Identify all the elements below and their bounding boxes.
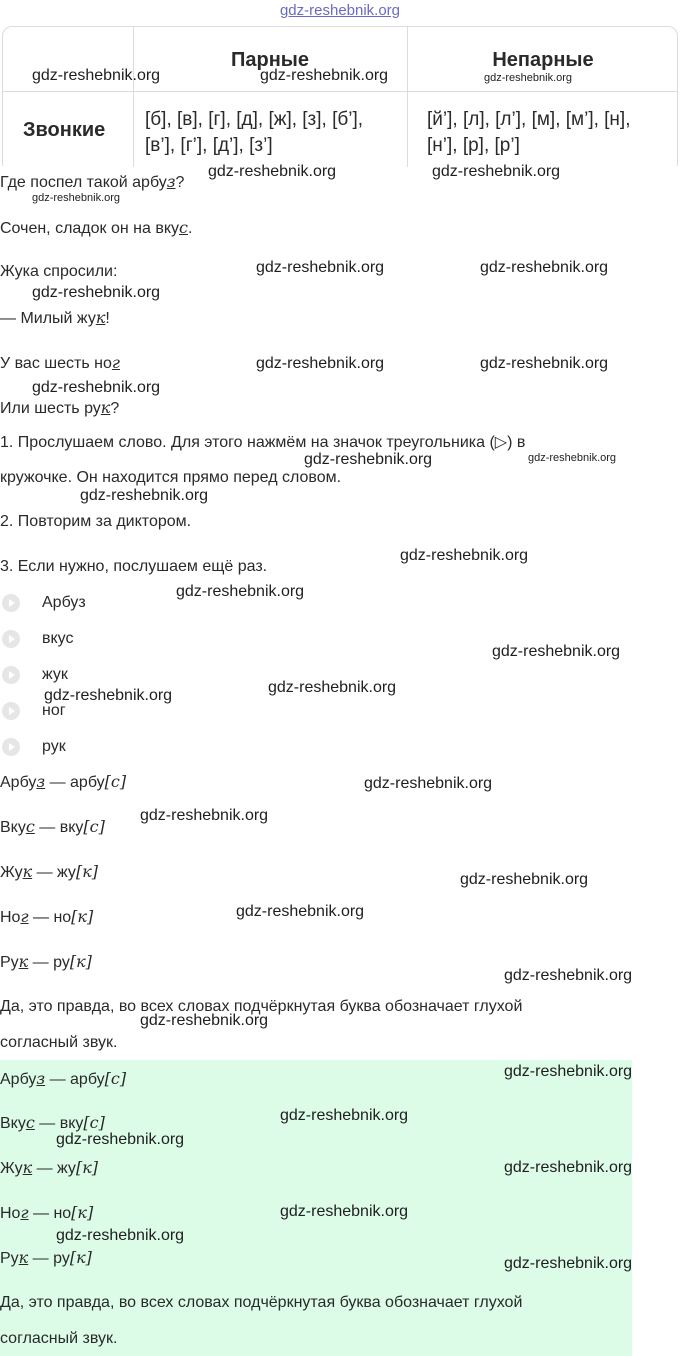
- audio-word: ног: [42, 702, 66, 719]
- row-label-voiced: Звонкие: [23, 119, 106, 141]
- instruction-step-2: 2. Повторим за диктором.: [0, 513, 192, 530]
- watermark: gdz-reshebnik.org: [364, 775, 493, 792]
- watermark: gdz-reshebnik.org: [260, 67, 389, 84]
- table-divider: [133, 27, 134, 167]
- watermark: gdz-reshebnik.org: [480, 355, 609, 372]
- word-pair: Ног — но[к]: [0, 1203, 94, 1222]
- watermark: gdz-reshebnik.org: [236, 903, 365, 920]
- table-divider: [407, 27, 408, 167]
- watermark: gdz-reshebnik.org: [480, 259, 609, 276]
- watermark: gdz-reshebnik.org: [460, 871, 589, 888]
- consonants-table: [2, 26, 678, 166]
- watermark: gdz-reshebnik.org: [140, 807, 269, 824]
- watermark: gdz-reshebnik.org: [256, 259, 385, 276]
- watermark: gdz-reshebnik.org: [80, 487, 209, 504]
- play-icon[interactable]: [2, 630, 20, 648]
- watermark: gdz-reshebnik.org: [504, 1255, 633, 1272]
- poem-line: Жука спросили:: [0, 263, 118, 280]
- watermark: gdz-reshebnik.org: [32, 67, 161, 84]
- instruction-step-1-cont: кружочке. Он находится прямо перед словом.: [0, 469, 342, 486]
- unpaired-sounds: [й’], [л], [л’], [м], [м’], [н], [н’], [р], [р’]: [427, 109, 631, 156]
- watermark: gdz-reshebnik.org: [32, 192, 121, 204]
- watermark: gdz-reshebnik.org: [504, 1159, 633, 1176]
- watermark: gdz-reshebnik.org: [32, 284, 161, 301]
- watermark: gdz-reshebnik.org: [504, 1063, 633, 1080]
- word-pair: Жук — жу[к]: [0, 1158, 98, 1177]
- poem-line: Или шесть рук?: [0, 398, 120, 417]
- watermark: gdz-reshebnik.org: [56, 1131, 185, 1148]
- poem-line: Сочен, сладок он на вкус.: [0, 218, 193, 237]
- watermark: gdz-reshebnik.org: [504, 967, 633, 984]
- watermark: gdz-reshebnik.org: [176, 583, 305, 600]
- paired-sounds: [б], [в], [г], [д], [ж], [з], [б’], [в’], [г’], [д’], [з’]: [145, 109, 364, 156]
- play-icon[interactable]: [2, 702, 20, 720]
- watermark: gdz-reshebnik.org: [56, 1227, 185, 1244]
- conclusion-text: Да, это правда, во всех словах подчёркнутая буква обозначает глухой: [0, 998, 523, 1015]
- watermark: gdz-reshebnik.org: [44, 687, 173, 704]
- watermark: gdz-reshebnik.org: [528, 452, 617, 464]
- word-pair: Вкус — вку[с]: [0, 1113, 105, 1132]
- watermark: gdz-reshebnik.org: [32, 379, 161, 396]
- watermark: gdz-reshebnik.org: [304, 451, 433, 468]
- audio-word: жук: [42, 666, 68, 683]
- watermark: gdz-reshebnik.org: [432, 163, 561, 180]
- word-pair: Вкус — вку[с]: [0, 817, 105, 836]
- audio-word: вкус: [42, 630, 74, 647]
- poem-line: Где поспел такой арбуз?: [0, 172, 185, 191]
- conclusion-text-cont: согласный звук.: [0, 1034, 118, 1051]
- watermark: gdz-reshebnik.org: [484, 72, 573, 84]
- header-paired: Парные: [231, 49, 309, 71]
- word-pair: Арбуз — арбу[с]: [0, 1069, 127, 1088]
- site-header-link[interactable]: gdz-reshebnik.org: [279, 2, 401, 19]
- header-unpaired: Непарные: [492, 49, 594, 71]
- poem-line: У вас шесть ног: [0, 353, 120, 372]
- word-pair: Ног — но[к]: [0, 907, 94, 926]
- instruction-step-3: 3. Если нужно, послушаем ещё раз.: [0, 558, 268, 575]
- poem-line: — Милый жук!: [0, 308, 110, 327]
- word-pair: Арбуз — арбу[с]: [0, 772, 127, 791]
- watermark: gdz-reshebnik.org: [492, 643, 621, 660]
- audio-word: рук: [42, 738, 66, 755]
- word-pair: Жук — жу[к]: [0, 862, 98, 881]
- watermark: gdz-reshebnik.org: [256, 355, 385, 372]
- watermark: gdz-reshebnik.org: [400, 547, 529, 564]
- audio-word: Арбуз: [42, 594, 86, 611]
- word-pair: Рук — ру[к]: [0, 1248, 92, 1267]
- conclusion-text-cont: согласный звук.: [0, 1330, 118, 1347]
- watermark: gdz-reshebnik.org: [140, 1012, 269, 1029]
- play-icon[interactable]: [2, 594, 20, 612]
- table-divider: [3, 91, 677, 92]
- instruction-step-1: 1. Прослушаем слово. Для этого нажмём на значок треугольника (▷) в: [0, 434, 526, 451]
- watermark: gdz-reshebnik.org: [280, 1107, 409, 1124]
- watermark: gdz-reshebnik.org: [268, 679, 397, 696]
- word-pair: Рук — ру[к]: [0, 952, 92, 971]
- play-icon[interactable]: [2, 666, 20, 684]
- conclusion-text: Да, это правда, во всех словах подчёркнутая буква обозначает глухой: [0, 1294, 523, 1311]
- watermark: gdz-reshebnik.org: [280, 1203, 409, 1220]
- watermark: gdz-reshebnik.org: [208, 163, 337, 180]
- play-icon[interactable]: [2, 738, 20, 756]
